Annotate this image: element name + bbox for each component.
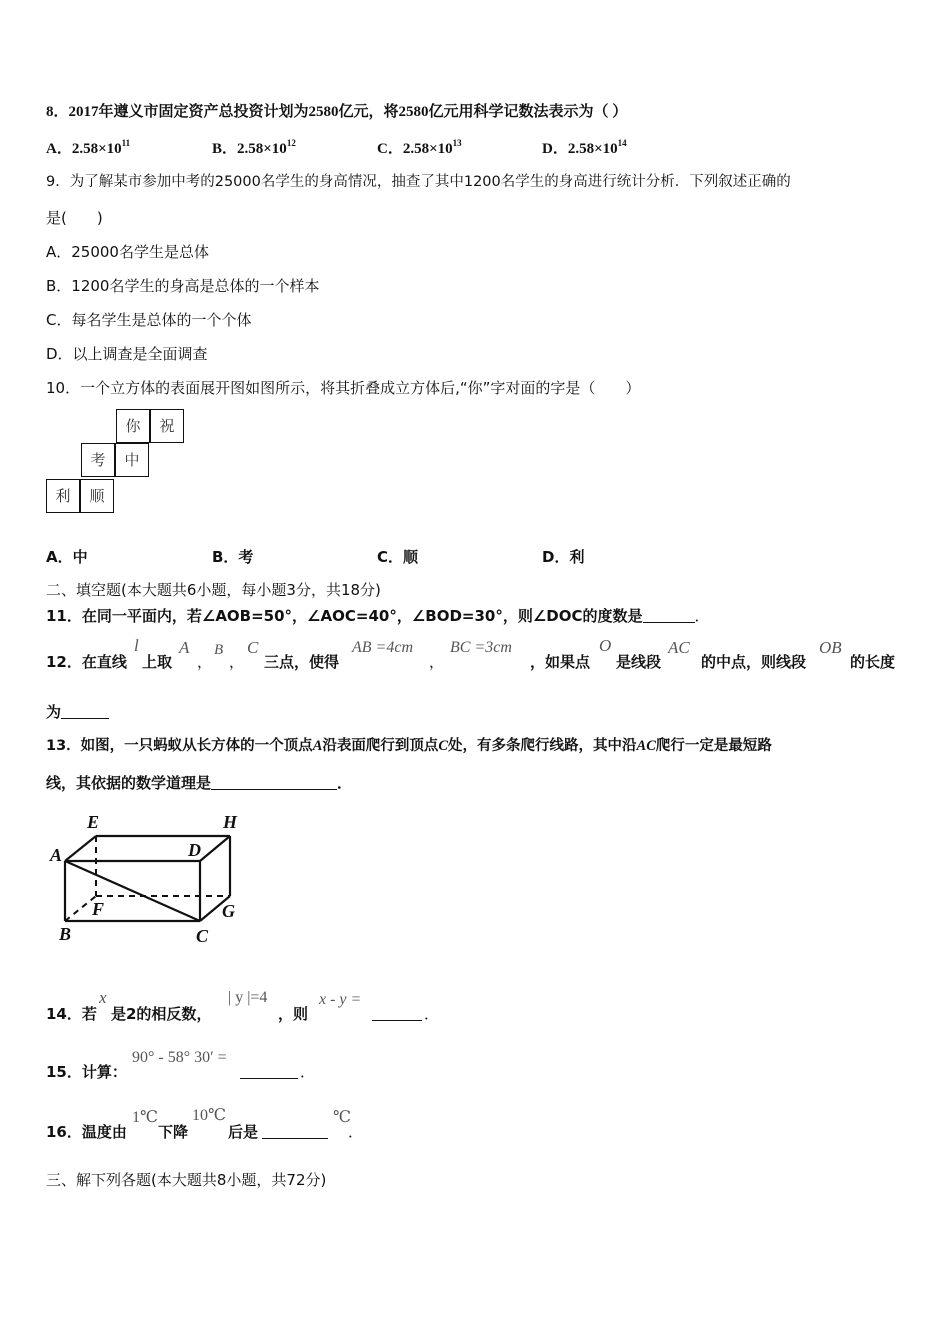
section-2-heading: 二、填空题(本大题共6小题，每小题3分，共18分) xyxy=(46,581,381,599)
q12-bc-eq: BC =3cm xyxy=(450,639,512,656)
q13-line1a: 13．如图，一只蚂蚁从长方体的一个顶点 xyxy=(46,738,313,754)
q15-p1: 15．计算： xyxy=(46,1063,127,1081)
net-cell-kao: 考 xyxy=(81,443,115,477)
q8-option-b xyxy=(212,137,296,158)
q9-option-a: A．25000名学生是总体 xyxy=(46,243,209,261)
net-cell-ni: 你 xyxy=(116,409,150,443)
q12-var-l: l xyxy=(134,636,139,655)
q13-line1b: 沿表面爬行到顶点 xyxy=(322,738,439,754)
q13-point-a: A xyxy=(312,738,323,754)
q13-answer-blank[interactable] xyxy=(211,775,337,790)
q12-var-ac: AC xyxy=(668,638,690,657)
q14-p3: ，则 xyxy=(278,1005,309,1023)
vertex-label-f: F xyxy=(92,899,105,919)
q12-p5: 是线段 xyxy=(616,653,662,671)
q13-line2-text: 线，其依据的数学道理是 xyxy=(46,774,212,792)
q15-end: ． xyxy=(300,1063,316,1081)
section-3-heading: 三、解下列各题(本大题共8小题，共72分) xyxy=(46,1171,327,1189)
q9-stem-line2: 是( ) xyxy=(46,209,103,227)
q9-option-d: D．以上调查是全面调查 xyxy=(46,345,208,363)
q11 xyxy=(46,606,710,626)
q9-stem-line1: 9．为了解某市参加中考的25000名学生的身高情况，抽查了其中1200名学生的身高进行统计分析．下列叙述正确的 xyxy=(46,174,791,190)
q14-var-x: x xyxy=(99,988,107,1007)
q14-answer-blank[interactable] xyxy=(372,1006,422,1021)
q8-option-a-label: A．2.58×10 xyxy=(46,141,122,157)
q13-line1 xyxy=(46,736,772,756)
q13-segment-ac: AC xyxy=(636,738,656,754)
q8-option-d-exp: 14 xyxy=(617,138,627,148)
q8-option-d-label: D．2.58×10 xyxy=(542,141,618,157)
q12-var-b: B xyxy=(214,642,224,658)
vertex-label-d: D xyxy=(188,840,201,860)
path-a-c xyxy=(65,861,200,921)
q8-option-b-exp: 12 xyxy=(286,138,296,148)
q13-end: ． xyxy=(337,774,353,792)
q11-answer-blank[interactable] xyxy=(643,608,695,623)
q15-answer-blank[interactable] xyxy=(240,1064,298,1079)
q8-stem: 8．2017年遵义市固定资产总投资计划为2580亿元，将2580亿元用科学记数法表示为（ ） xyxy=(46,104,628,120)
q12-answer-blank[interactable] xyxy=(61,704,109,719)
q12-var-ob: OB xyxy=(819,638,842,657)
net-cell-li: 利 xyxy=(46,479,80,513)
vertex-label-a: A xyxy=(50,845,63,865)
q14-expr: x - y = xyxy=(319,991,362,1008)
q12-var-c: C xyxy=(247,638,259,657)
q8-option-c-label: C．2.58×10 xyxy=(377,141,453,157)
q12-p3: 三点，使得 xyxy=(264,653,340,671)
net-cell-zhu: 祝 xyxy=(150,409,184,443)
q8-option-a-exp: 11 xyxy=(121,138,131,148)
vertex-label-h: H xyxy=(223,812,238,832)
q12-p1: 12．在直线 xyxy=(46,653,127,671)
q12-var-a: A xyxy=(179,638,190,657)
q14-p2: 是2的相反数， xyxy=(111,1005,212,1023)
q16-unit: ℃ xyxy=(333,1109,351,1126)
q16-p1: 16．温度由 xyxy=(46,1123,127,1141)
q16-p2: 下降 xyxy=(158,1123,189,1141)
q13-line2 xyxy=(46,773,352,793)
q11-end: ． xyxy=(694,607,710,625)
q11-stem: 11．在同一平面内，若∠AOB=50°，∠AOC=40°，∠BOD=30°，则∠DOC的度数是 xyxy=(46,607,643,625)
q16-p3: 后是 xyxy=(228,1123,259,1141)
vertex-label-e: E xyxy=(87,812,100,832)
q13-line1c: 处，有多条爬行线路，其中沿 xyxy=(448,738,637,754)
q12-ab-eq: AB =4cm xyxy=(352,639,413,656)
q12-p6: 的中点，则线段 xyxy=(701,653,807,671)
q8-option-c xyxy=(377,137,462,158)
q12-p7: 的长度 xyxy=(850,653,896,671)
net-cell-shun: 顺 xyxy=(80,479,114,513)
q14-end: ． xyxy=(424,1005,440,1023)
vertex-label-g: G xyxy=(222,901,235,921)
net-cell-zhong: 中 xyxy=(115,443,149,477)
q8-option-b-label: B．2.58×10 xyxy=(212,141,287,157)
q8-option-a xyxy=(46,137,130,158)
q12-comma-2: ， xyxy=(229,653,245,671)
q13-line1d: 爬行一定是最短路 xyxy=(655,738,772,754)
q10-option-b: B．考 xyxy=(212,548,254,566)
q12-comma-3: ， xyxy=(429,653,445,671)
q8-option-d xyxy=(542,137,627,158)
edge-d-h xyxy=(200,836,230,861)
q8-option-c-exp: 13 xyxy=(452,138,462,148)
q12-comma-1: ， xyxy=(197,653,213,671)
q10-option-a: A．中 xyxy=(46,548,88,566)
q12-var-o: O xyxy=(599,636,612,655)
q12-line2 xyxy=(46,702,109,722)
q12-p4: ，如果点 xyxy=(530,653,591,671)
q10-option-c: C．顺 xyxy=(377,548,419,566)
q16-answer-blank[interactable] xyxy=(262,1124,328,1139)
q16-temp-2: 10℃ xyxy=(192,1107,226,1124)
q12-p2: 上取 xyxy=(142,653,173,671)
edge-a-e xyxy=(65,836,96,861)
q14-abs-y: | y |=4 xyxy=(228,989,268,1006)
q15-expr: 90° - 58° 30′ = xyxy=(132,1049,227,1066)
q10-stem: 10．一个立方体的表面展开图如图所示，将其折叠成立方体后,“你”字对面的字是（ ） xyxy=(46,379,641,397)
q9-option-b: B．1200名学生的身高是总体的一个样本 xyxy=(46,277,320,295)
q12-line2-text: 为 xyxy=(46,703,62,721)
q16-end: ． xyxy=(348,1123,364,1141)
vertex-label-c: C xyxy=(196,926,209,946)
q14-p1: 14．若 xyxy=(46,1005,97,1023)
q13-point-c: C xyxy=(438,738,449,754)
q9-option-c: C．每名学生是总体的一个个体 xyxy=(46,311,252,329)
q16-temp-1: 1℃ xyxy=(132,1109,158,1126)
q10-option-d: D．利 xyxy=(542,548,585,566)
vertex-label-b: B xyxy=(59,924,72,944)
